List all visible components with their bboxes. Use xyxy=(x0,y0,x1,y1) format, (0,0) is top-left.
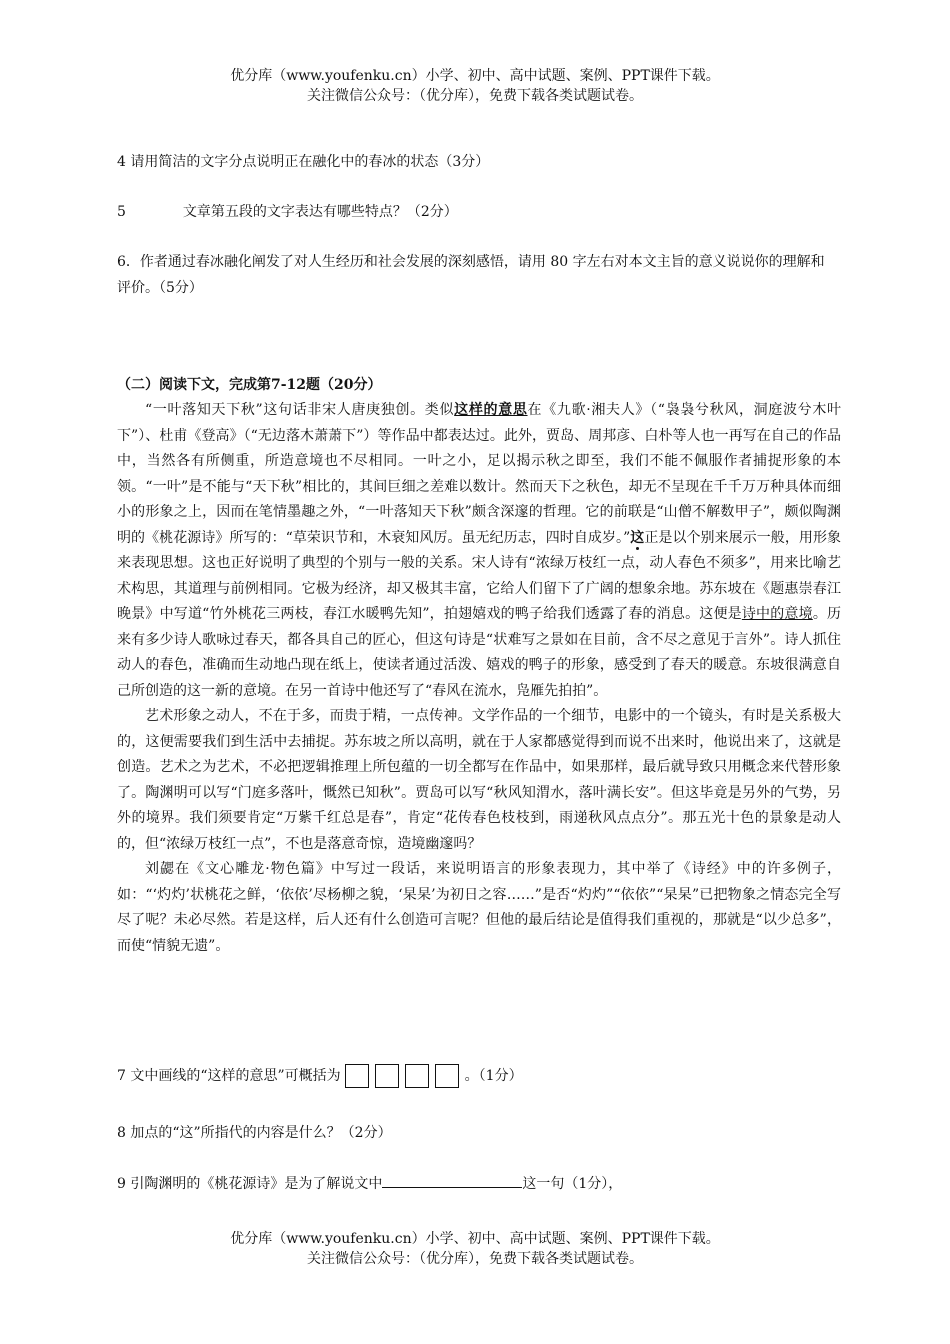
passage-paragraph-2: 艺术形象之动人，不在于多，而贵于精，一点传神。文学作品的一个细节，电影中的一个镜头，有时是关系极大的，这便需要我们到生活中去捕捉。苏东坡之所以高明，就在于人家都感觉得到而说不出来时，他说出来了，这就是创造。艺术之为艺术，不必把逻辑推理上所包蕴的一切全都写在作品中，如果那样，最后就导致只用概念来代替形象了。陶渊明可以写“门庭多落叶，慨然已知秋”。贾岛可以写“秋风知渭水，落叶满长安”。但这毕竟是另外的气势，另外的境界。我们须要肯定“万紫千红总是春”，肯定“花传春色枝枝到，雨递秋风点点分”。那五光十色的景象是动人的，但“浓绿万枝红一点”，不也是落意奇惊，造境幽邃吗？ xyxy=(117,708,841,852)
answer-blank[interactable] xyxy=(382,1173,522,1188)
footer-line-2: 关注微信公众号：（优分库），免费下载各类试题试卷。 xyxy=(307,1251,643,1267)
passage-text: 。历来有多少诗人歌咏过春天，都各具自己的匠心，但这句诗是“状难写之景如在目前，含不尽之意见于言外”。诗人抓住动人的春色，准确而生动地凸现在纸上，使读者通过活泼、嬉戏的鸭子的形象，感受到了春天的暖意。东坡很满意自己所创造的这一新的意境。在另一首诗中他还写了“春风在流水，凫雁先拍拍”。 xyxy=(117,606,842,699)
question-7-prompt: 7 文中画线的“这样的意思”可概括为 xyxy=(117,1068,341,1084)
footer-line-1: 优分库（www.youfenku.cn）小学、初中、高中试题、案例、PPT课件下载。 xyxy=(230,1231,720,1247)
page-header xyxy=(0,66,950,106)
passage-text: 在《九歌·湘夫人》（“袅袅兮秋风，洞庭波兮木叶下”）、杜甫《登高》（“无边落木萧萧下”）等作品中都表达过。此外，贾岛、周邦彦、白朴等人也一再写在自己的作品中，当然各有所侧重，所造意境也不尽相同。一叶之小，足以揭示秋之即至，我们不能不佩服作者捕捉形象的本领。“一叶”是不能与“天下秋”相比的，其间巨细之差难以数计。然而天下之秋色，却无不呈现在千千万万种具体而细小的形象之上，因而在笔情墨趣之外，“一叶落知天下秋”颇含深邃的哲理。它的前联是“山僧不解数甲子”，颇似陶渊明的《桃花源诗》所写的：“草荣识节和，木衰知风厉。虽无纪历志，四时自成岁。” xyxy=(117,402,841,546)
underlined-phrase-this-meaning: 这样的意思 xyxy=(454,402,528,418)
question-8: 8 加点的“这”所指代的内容是什么？（2分） xyxy=(117,1125,392,1141)
passage-text: “一叶落知天下秋”这句话非宋人唐庚独创。类似 xyxy=(145,402,455,418)
question-5-text: 文章第五段的文字表达有哪些特点？（2分） xyxy=(182,204,458,220)
answer-box-2[interactable] xyxy=(375,1064,399,1088)
dotted-word-this: 这 xyxy=(630,529,645,546)
question-4: 4 请用简洁的文字分点说明正在融化中的春冰的状态（3分） xyxy=(117,154,490,170)
passage-paragraph-3: 刘勰在《文心雕龙·物色篇》中写过一段话，来说明语言的形象表现力，其中举了《诗经》中的许多例子，如：“‘灼灼’状桃花之鲜，‘依依’尽杨柳之貌，‘杲杲’为初日之容……”是否“灼灼”“依依”“杲杲”已把物象之情态完全写尽了呢？未必尽然。若是这样，后人还有什么创造可言呢？但他的最后结论是值得我们重视的，那就是“以少总多”，而使“情貌无遗”。 xyxy=(117,861,841,954)
underlined-phrase-poem-mood: 诗中的意境 xyxy=(741,606,813,622)
answer-box-3[interactable] xyxy=(405,1064,429,1088)
question-6: 6．作者通过春冰融化阐发了对人生经历和社会发展的深刻感悟，请用 80 字左右对本文主旨的意义说说你的理解和评价。（5分） xyxy=(117,254,825,296)
passage-paragraph-1 xyxy=(117,398,841,704)
question-7 xyxy=(117,1062,523,1090)
page-footer xyxy=(0,1229,950,1269)
question-9-suffix: 这一句（1分）， xyxy=(522,1176,623,1192)
question-9 xyxy=(117,1173,622,1194)
answer-box-1[interactable] xyxy=(345,1064,369,1088)
answer-box-4[interactable] xyxy=(435,1064,459,1088)
question-9-prompt: 9 引陶渊明的《桃花源诗》是为了解说文中 xyxy=(117,1176,383,1192)
passage-text: 正是以个别来展示一般，用形象来表现思想。这也正好说明了典型的个别与一般的关系。宋人诗有“浓绿万枝红一点，动人春色不须多”，用来比喻艺术构思，其道理与前例相同。它极为经济，却又极其丰富，它给人们留下了广阔的想象余地。苏东坡在《题惠崇春江晚景》中写道“竹外桃花三两枝，春江水暖鸭先知”，拍翅嬉戏的鸭子给我们透露了春的消息。这便是 xyxy=(117,529,842,622)
header-line-2: 关注微信公众号：（优分库），免费下载各类试题试卷。 xyxy=(307,88,643,104)
question-7-points: 。（1分） xyxy=(464,1068,523,1084)
question-5 xyxy=(117,202,458,222)
question-5-number: 5 xyxy=(117,204,126,220)
header-line-1: 优分库（www.youfenku.cn）小学、初中、高中试题、案例、PPT课件下载。 xyxy=(230,68,720,84)
section-title: （二）阅读下文，完成第7-12题（20分） xyxy=(117,377,382,393)
reading-passage xyxy=(117,398,841,959)
